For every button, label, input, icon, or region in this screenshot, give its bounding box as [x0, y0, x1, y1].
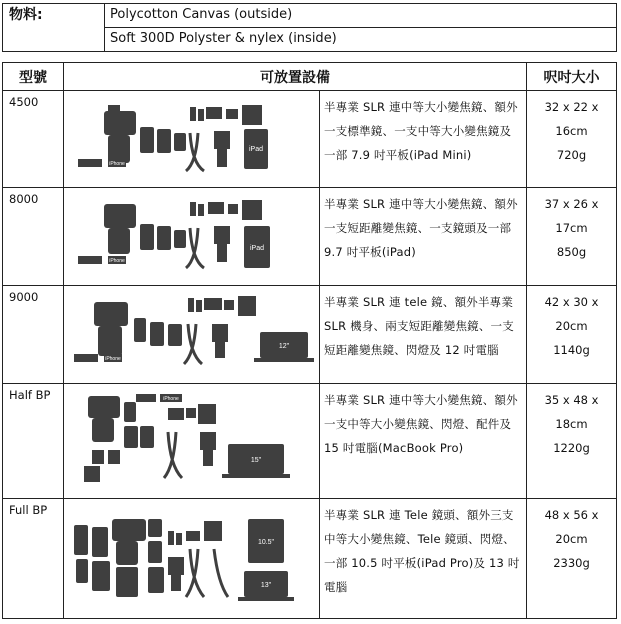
gear-illustration	[64, 188, 320, 286]
gear-icon	[64, 91, 319, 187]
desc-cell: 半專業 SLR 連中等大小變焦鏡、額外一支標準鏡、一支中等大小變焦鏡及一部 7.9 吋平板(iPad Mini)	[320, 91, 527, 188]
size-cell	[527, 499, 617, 619]
laptop-label: 15"	[250, 457, 262, 464]
phone-label: iPhone	[109, 161, 125, 167]
material-inside: Soft 300D Polyster & nylex (inside)	[105, 28, 617, 52]
size-cell	[527, 286, 617, 384]
dims: 37 x 26 x 17cm	[544, 197, 599, 235]
dims: 35 x 48 x 18cm	[544, 393, 599, 431]
gear-icon	[64, 286, 319, 383]
laptop-label: 13"	[260, 582, 272, 589]
gear-icon	[64, 499, 319, 618]
gear-illustration	[64, 499, 320, 619]
desc-cell: 半專業 SLR 連 Tele 鏡頭、額外三支中等大小變焦鏡、Tele 鏡頭、閃燈、一部 10.5 吋平板(iPad Pro)及 13 吋電腦	[320, 499, 527, 619]
model-cell: 4500	[3, 91, 64, 188]
header-size: 呎吋大小	[527, 63, 617, 91]
weight: 1220g	[553, 441, 590, 455]
size-cell	[527, 384, 617, 499]
gear-illustration	[64, 286, 320, 384]
spec-table	[2, 62, 617, 619]
model-cell: Half BP	[3, 384, 64, 499]
material-label: 物料:	[3, 4, 105, 52]
weight: 2330g	[553, 556, 590, 570]
table-row	[3, 91, 617, 188]
weight: 850g	[556, 245, 587, 259]
gear-illustration	[64, 91, 320, 188]
gear-icon	[64, 384, 319, 498]
material-outside: Polycotton Canvas (outside)	[105, 4, 617, 28]
model-cell: 9000	[3, 286, 64, 384]
table-row	[3, 384, 617, 499]
model-cell: Full BP	[3, 499, 64, 619]
desc-cell: 半專業 SLR 連中等大小變焦鏡、額外一支中等大小變焦鏡、閃燈、配件及 15 吋電腦(MacBook Pro)	[320, 384, 527, 499]
table-row	[3, 188, 617, 286]
tablet-label: iPad	[248, 146, 264, 153]
dims: 48 x 56 x 20cm	[544, 508, 599, 546]
dims: 32 x 22 x 16cm	[544, 100, 599, 138]
phone-label: iPhone	[109, 258, 125, 264]
phone-label: iPhone	[163, 396, 179, 402]
size-cell	[527, 91, 617, 188]
weight: 1140g	[553, 343, 590, 357]
model-cell: 8000	[3, 188, 64, 286]
gear-icon	[64, 188, 319, 285]
tablet-label: iPad	[249, 245, 265, 252]
header-model: 型號	[3, 63, 64, 91]
dims: 42 x 30 x 20cm	[544, 295, 599, 333]
header-equipment: 可放置設備	[64, 63, 527, 91]
gear-illustration	[64, 384, 320, 499]
size-cell	[527, 188, 617, 286]
material-table	[2, 3, 617, 52]
tablet-label: 10.5"	[257, 539, 275, 546]
desc-cell: 半專業 SLR 連 tele 鏡、額外半專業 SLR 機身、兩支短距離變焦鏡、一支短距離變焦鏡、閃燈及 12 吋電腦	[320, 286, 527, 384]
laptop-label: 12"	[278, 343, 290, 350]
weight: 720g	[556, 148, 587, 162]
phone-label: iPhone	[105, 356, 121, 362]
table-row	[3, 286, 617, 384]
table-row	[3, 499, 617, 619]
desc-cell: 半專業 SLR 連中等大小變焦鏡、額外一支短距離變焦鏡、一支鏡頭及一部 9.7 吋平板(iPad)	[320, 188, 527, 286]
